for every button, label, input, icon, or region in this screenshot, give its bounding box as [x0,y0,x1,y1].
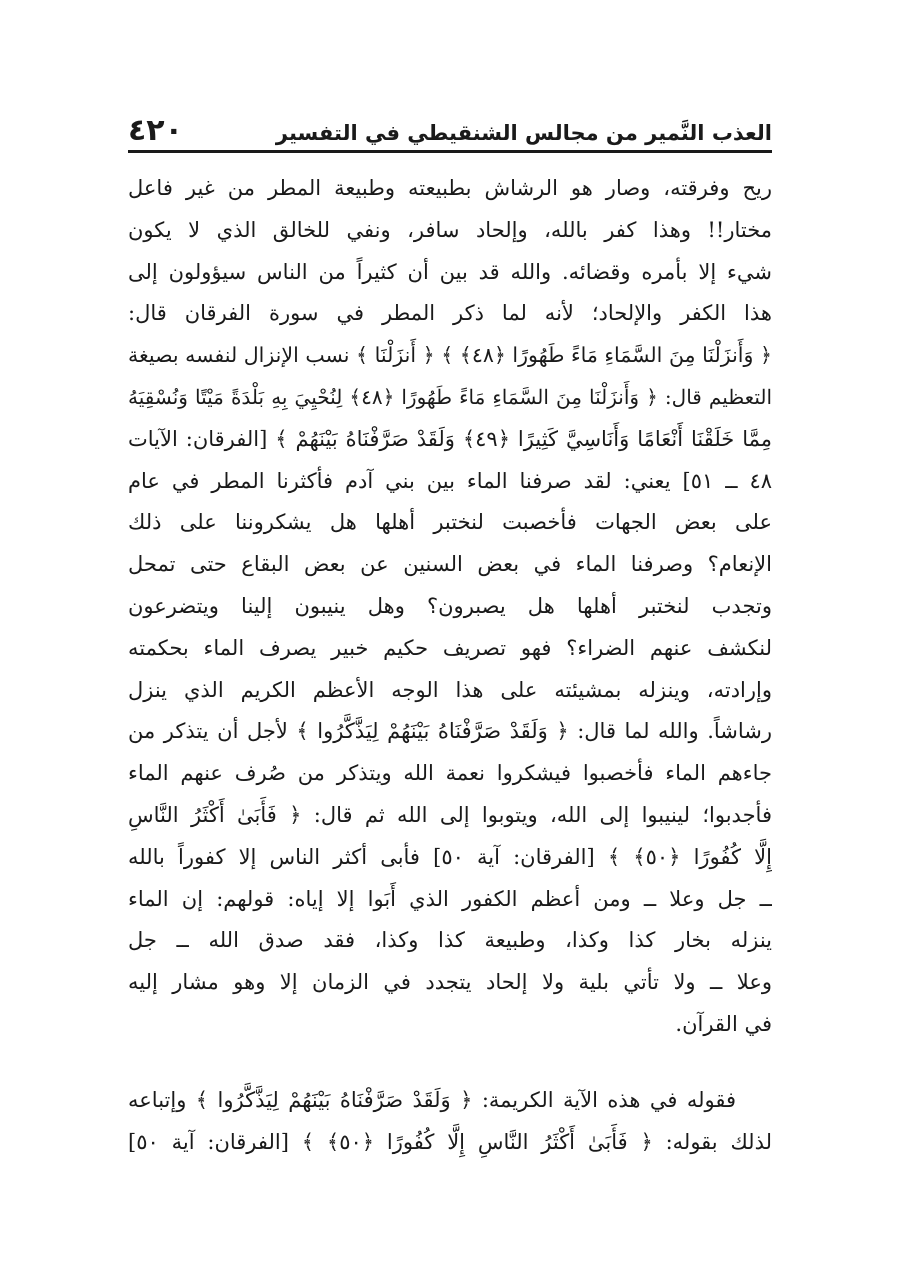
text-line: ريح وفرقته، وصار هو الرشاش بطبيعته وطبيعة المطر من غير فاعل [128,176,772,200]
text-line: لذلك بقوله: ﴿ فَأَبَىٰ أَكْثَرُ النَّاسِ إِلَّا كُفُورًا ﴿٥٠﴾ ﴾ [الفرقان: آية ٥٠] [128,1129,772,1154]
text-line: رشاشاً. والله لما قال: ﴿ وَلَقَدْ صَرَّفْنَاهُ بَيْنَهُمْ لِيَذَّكَّرُوا ﴾ لأجل أن يتذكر من [128,719,772,744]
text-line: ينزله بخار كذا وكذا، وطبيعة كذا وكذا، فقد صدق الله ــ جل [128,928,772,953]
paragraph-1 [128,168,772,1046]
text-line: التعظيم قال: ﴿ وَأَنزَلْنَا مِنَ السَّمَاءِ مَاءً طَهُورًا ﴿٤٨﴾ لِنُحْيِيَ بِهِ بَلْدَةً مَيْتًا وَنُسْقِيَهُ [128,384,772,409]
text-line: الإنعام؟ وصرفنا الماء في بعض السنين عن بعض البقاع حتى تمحل [128,552,772,577]
text-line: على بعض الجهات فأخصبت لنختبر أهلها هل يشكروننا على ذلك [128,510,772,535]
text-line: فأجدبوا؛ لينيبوا إلى الله، ويتوبوا إلى الله ثم قال: ﴿ فَأَبَىٰ أَكْثَرُ النَّاسِ [128,802,772,827]
text-line: مختار!! وهذا كفر بالله، وإلحاد سافر، ونفي للخالق الذي لا يكون [128,217,772,242]
running-title: العذب النَّمير من مجالس الشنقيطي في التفسير [275,121,772,145]
page-header [128,108,772,148]
text-line: لنكشف عنهم الضراء؟ فهو تصريف حكيم خبير يصرف الماء بحكمته [128,635,772,660]
text-line: هذا الكفر والإلحاد؛ لأنه لما ذكر المطر في سورة الفرقان قال: [128,301,772,326]
text-line: وإرادته، وينزله بمشيئته على هذا الوجه الأعظم الكريم الذي ينزل [128,677,772,702]
text-line: ﴿ وَأَنزَلْنَا مِنَ السَّمَاءِ مَاءً طَهُورًا ﴿٤٨﴾ ﴾ ﴿ أَنزَلْنَا ﴾ نسب الإنزال لنفسه بصيغة [128,343,772,368]
body-text [128,168,772,1163]
paragraph-2 [128,1080,772,1164]
header-rule [128,150,772,153]
text-line: فقوله في هذه الآية الكريمة: ﴿ وَلَقَدْ صَرَّفْنَاهُ بَيْنَهُمْ لِيَذَّكَّرُوا ﴾ وإتباعه [128,1087,736,1112]
text-line: في القرآن. [675,1011,772,1036]
text-line: ٤٨ ــ ٥١] يعني: لقد صرفنا الماء بين بني آدم فأكثرنا المطر في عام [128,468,772,493]
paragraph-gap [128,1046,772,1080]
text-line: جاءهم الماء فأخصبوا فيشكروا نعمة الله ويتذكر من صُرف عنهم الماء [128,761,772,786]
text-line: شيء إلا بأمره وقضائه. والله قد بين أن كثيراً من الناس سيؤولون إلى [128,259,772,284]
text-line: وتجدب لنختبر أهلها هل يصبرون؟ وهل ينيبون إلينا ويتضرعون [128,593,772,618]
text-line: ــ جل وعلا ــ ومن أعظم الكفور الذي أَبَوا إلا إياه: قولهم: إن الماء [128,886,772,911]
text-line: وعلا ــ ولا تأتي بلية ولا إلحاد يتجدد في الزمان إلا وهو مشار إليه [128,970,772,995]
text-line: إِلَّا كُفُورًا ﴿٥٠﴾ ﴾ [الفرقان: آية ٥٠] فأبى أكثر الناس إلا كفوراً بالله [128,844,772,869]
text-line: مِمَّا خَلَقْنَا أَنْعَامًا وَأَنَاسِيَّ كَثِيرًا ﴿٤٩﴾ وَلَقَدْ صَرَّفْنَاهُ بَيْنَهُمْ ﴾ [الفرقان: الآيات [128,426,772,451]
page-number: ٤٢٠ [128,113,183,148]
